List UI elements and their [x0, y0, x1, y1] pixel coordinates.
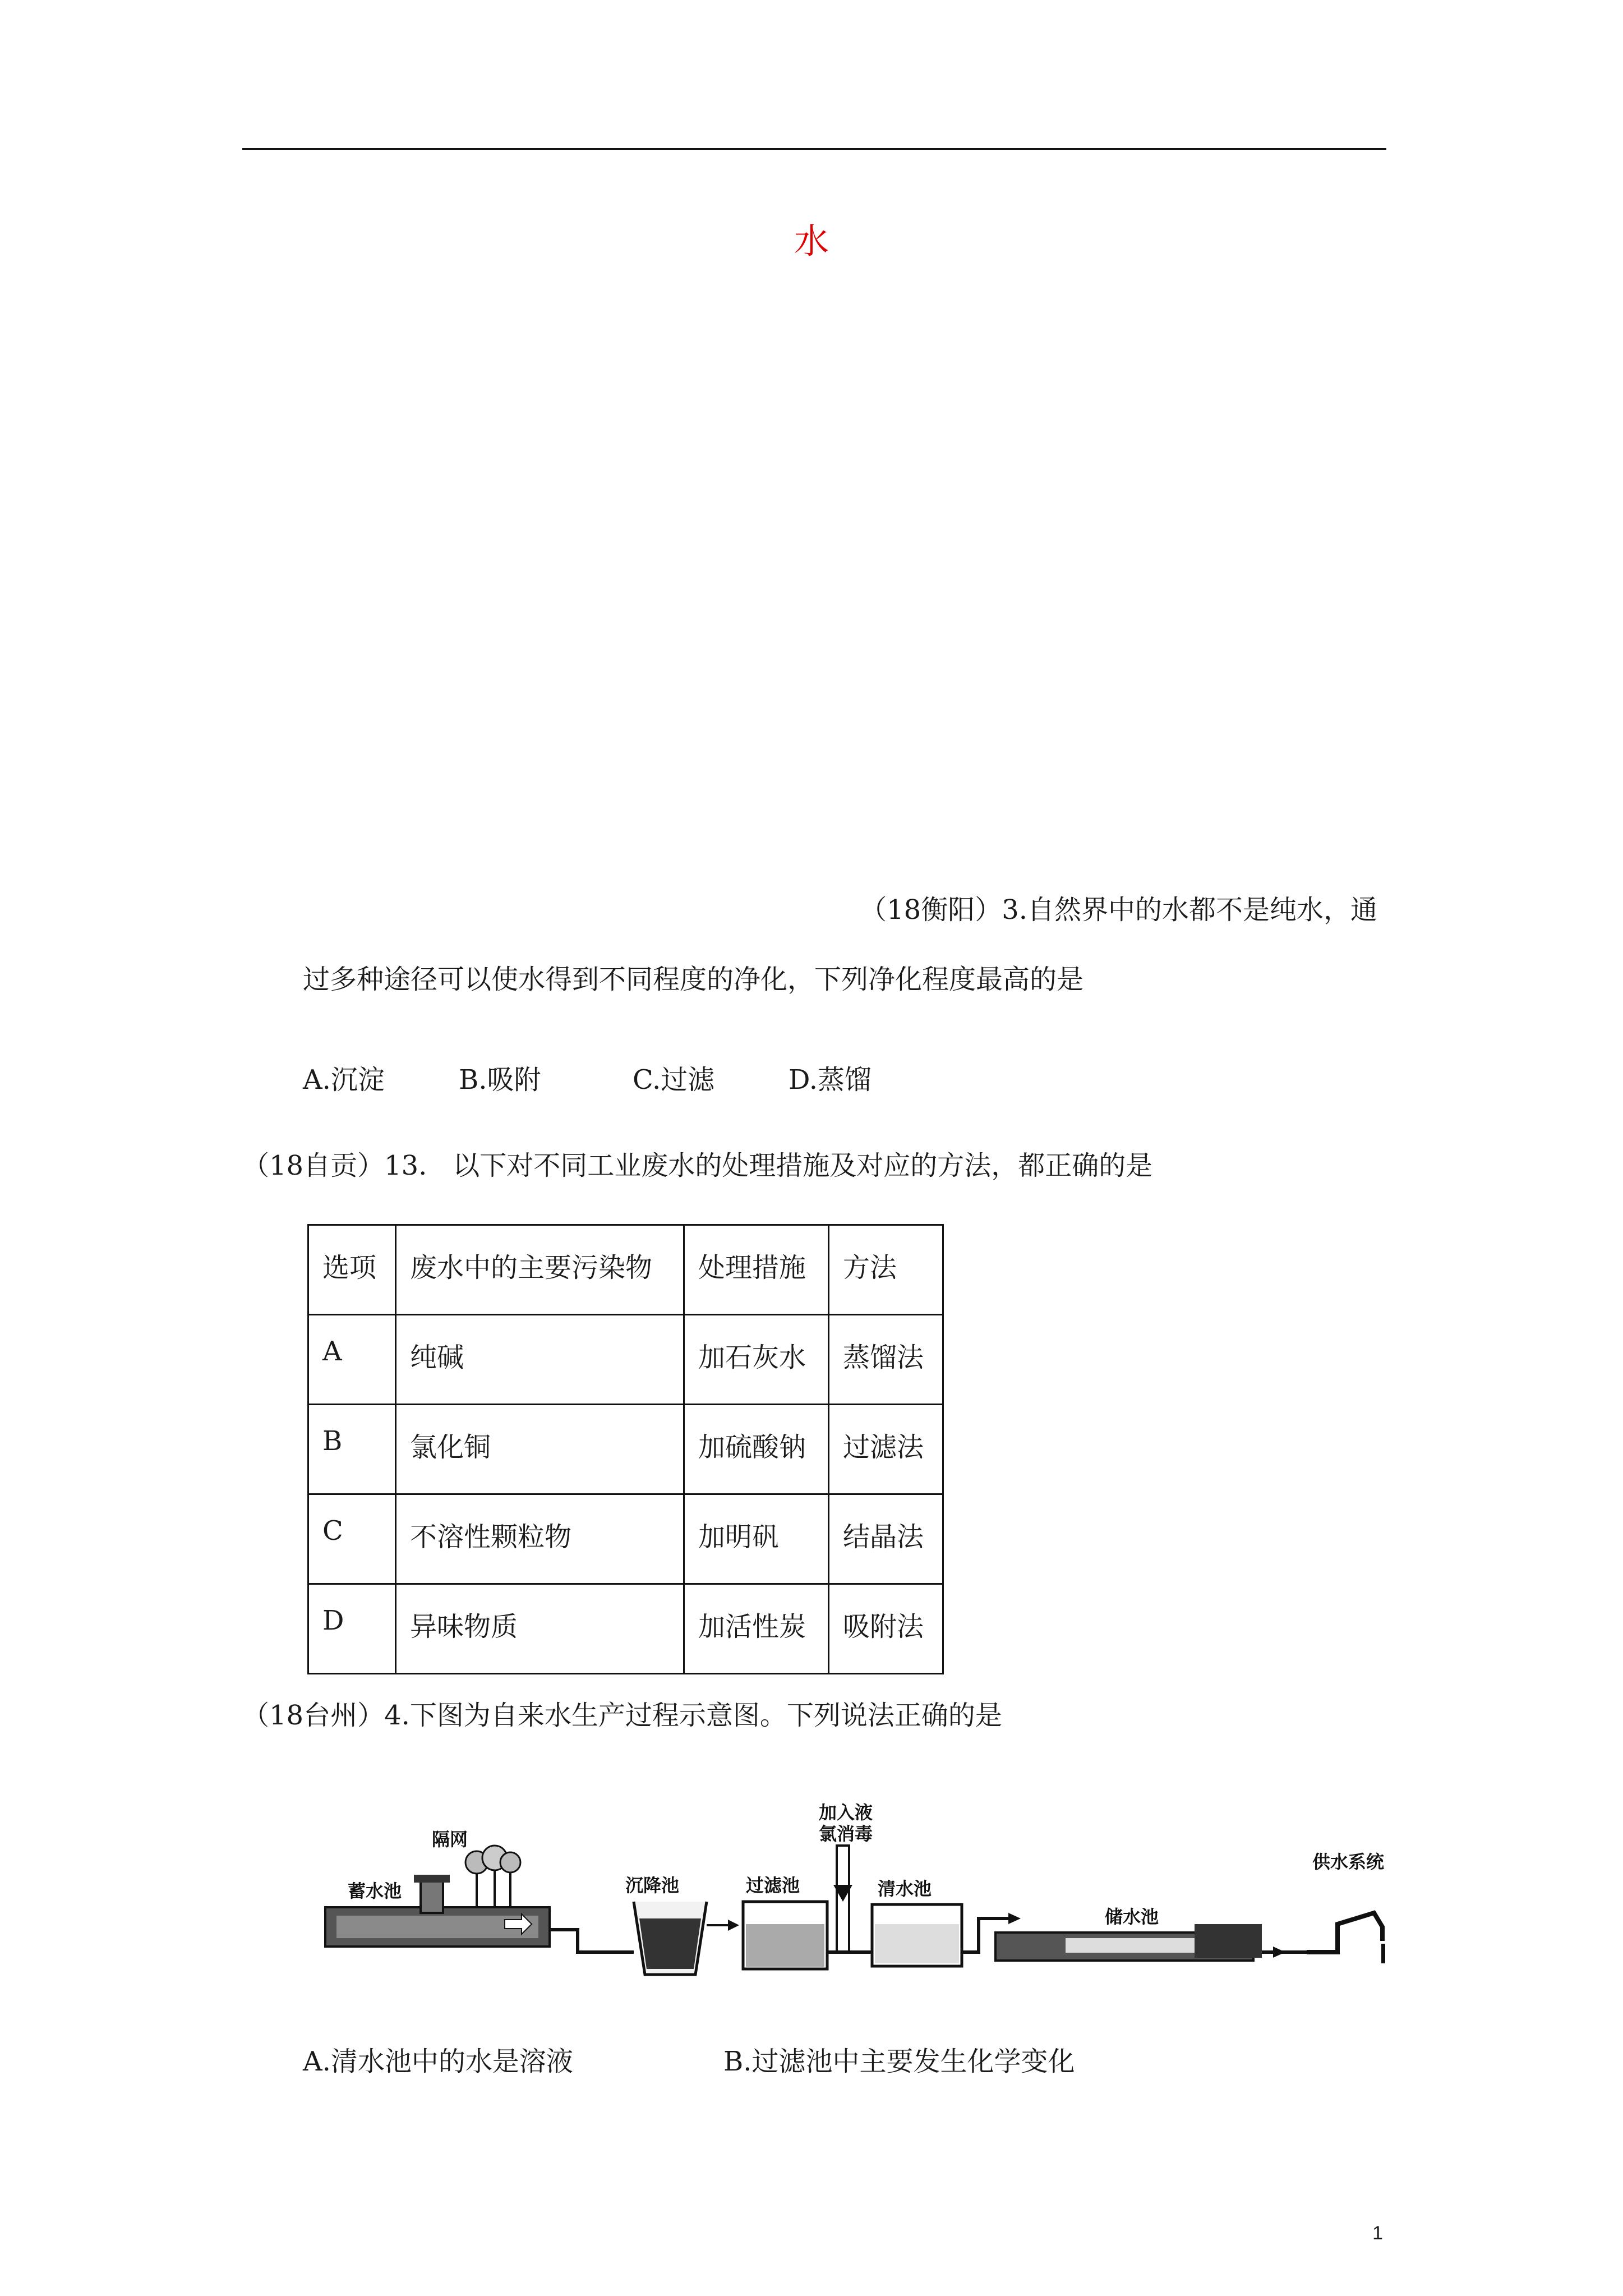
storage-label: 储水池 [1105, 1906, 1159, 1927]
question-3-heading: （18衡阳）3.自然界中的水都不是纯水，通 [860, 894, 1377, 926]
faucet-icon [1307, 1913, 1385, 1963]
question-4-heading: （18台州）4.下图为自来水生产过程示意图。下列说法正确的是 [242, 1700, 1002, 1731]
flow-arrow [707, 1920, 739, 1931]
trees-icon [465, 1846, 520, 1907]
table-cell: B [308, 1405, 396, 1494]
table-row [308, 1494, 943, 1584]
table-cell: 加明矾 [684, 1494, 829, 1584]
table-cell: 加硫酸钠 [684, 1405, 829, 1494]
clear-water-tank [872, 1904, 962, 1966]
flow-arrow [1008, 1913, 1021, 1924]
chlorine-inlet [833, 1846, 852, 1952]
question-3-option-a: A.沉淀 [303, 1064, 385, 1096]
table-cell: D [308, 1584, 396, 1674]
settling-tank [634, 1902, 707, 1975]
clear-water-label: 清水池 [878, 1878, 932, 1899]
table-cell: 吸附法 [829, 1584, 943, 1674]
table-cell: 过滤法 [829, 1405, 943, 1494]
question-3-continuation: 过多种途径可以使水得到不同程度的净化，下列净化程度最高的是 [303, 964, 1084, 995]
wastewater-table [307, 1224, 944, 1674]
settling-label: 沉降池 [625, 1875, 680, 1896]
table-header-cell: 选项 [308, 1225, 396, 1315]
header-rule [242, 148, 1386, 150]
filter-tank [743, 1902, 827, 1969]
screen-label: 隔网 [432, 1829, 468, 1850]
question-3-option-b: B.吸附 [459, 1064, 541, 1096]
reservoir-label: 蓄水池 [348, 1880, 402, 1902]
filter-label: 过滤池 [746, 1875, 800, 1896]
table-cell: 氯化铜 [396, 1405, 684, 1494]
table-cell: 纯碱 [396, 1315, 684, 1405]
table-row [308, 1405, 943, 1494]
supply-label: 供水系统 [1312, 1851, 1385, 1872]
table-header-cell: 废水中的主要污染物 [396, 1225, 684, 1315]
table-cell: 不溶性颗粒物 [396, 1494, 684, 1584]
page-title: 水 [794, 220, 829, 261]
question-3-option-c: C.过滤 [633, 1064, 715, 1096]
table-header-cell: 处理措施 [684, 1225, 829, 1315]
table-row [308, 1315, 943, 1405]
table-cell: A [308, 1315, 396, 1405]
table-cell: 加石灰水 [684, 1315, 829, 1405]
table-cell: 蒸馏法 [829, 1315, 943, 1405]
question-4-option-b: B.过滤池中主要发生化学变化 [723, 2046, 1075, 2077]
chlorine-label-1: 加入液 [819, 1802, 873, 1823]
chlorine-label-2: 氯消毒 [819, 1823, 873, 1844]
table-cell: C [308, 1494, 396, 1584]
table-row [308, 1584, 943, 1674]
question-4-option-a: A.清水池中的水是溶液 [303, 2046, 573, 2077]
table-header-row [308, 1225, 943, 1315]
table-cell: 结晶法 [829, 1494, 943, 1584]
page-number: 1 [1372, 2223, 1383, 2244]
question-3-option-d: D.蒸馏 [789, 1064, 872, 1096]
flow-arrow [1273, 1947, 1285, 1958]
table-header-cell: 方法 [829, 1225, 943, 1315]
question-13-heading: （18自贡）13. 以下对不同工业废水的处理措施及对应的方法，都正确的是 [242, 1150, 1153, 1181]
water-treatment-diagram [320, 1773, 1419, 1997]
storage-tank [995, 1924, 1262, 1961]
table-cell: 异味物质 [396, 1584, 684, 1674]
table-cell: 加活性炭 [684, 1584, 829, 1674]
